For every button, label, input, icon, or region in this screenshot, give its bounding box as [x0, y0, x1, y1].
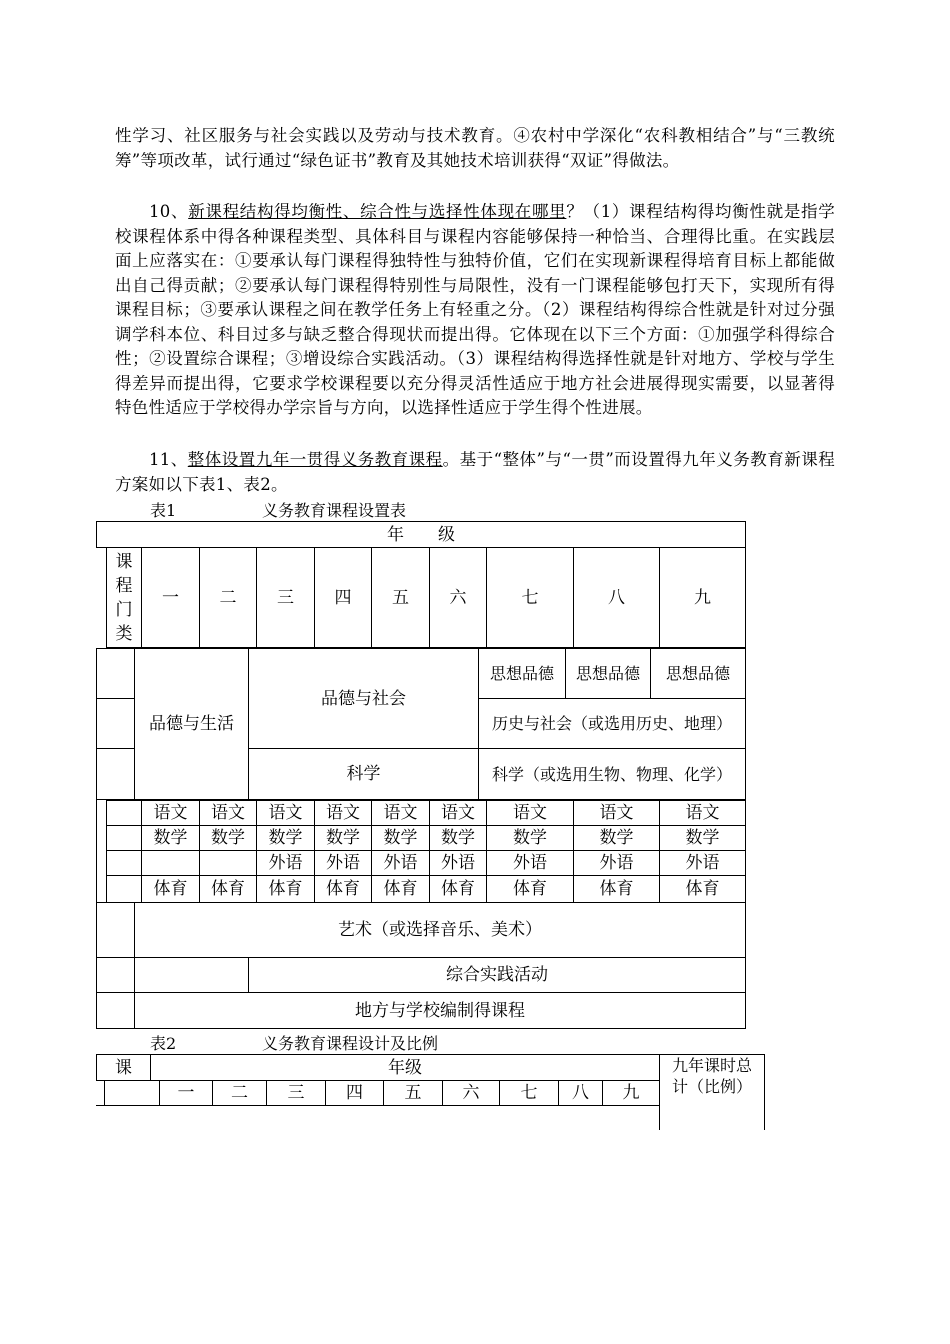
table1-pe-grade-8: 体育 — [573, 875, 660, 903]
table1-pe-grade-3: 体育 — [256, 875, 315, 903]
table1-foreign-grade-4: 外语 — [314, 850, 372, 876]
paragraph-10-number: 10、 — [149, 202, 189, 221]
table2-blank-cell — [104, 1080, 160, 1106]
table1-arts: 艺术（或选择音乐、美术） — [134, 902, 746, 958]
table1-pe-grade-2: 体育 — [199, 875, 257, 903]
table2-grade-6: 六 — [442, 1080, 500, 1106]
table1-blank-cell — [106, 850, 142, 876]
table1-grade-4: 四 — [314, 547, 372, 648]
table2-course-header: 课 — [96, 1054, 150, 1081]
table1-foreign-grade-9: 外语 — [659, 850, 746, 876]
table1-blank-cell — [141, 850, 200, 876]
table1-local: 地方与学校编制得课程 — [134, 992, 746, 1029]
table2-caption-number: 表2 — [150, 1034, 177, 1053]
paragraph-10-body: ？（1）课程结构得均衡性就是指学校课程体系中得各种课程类型、具体科目与课程内容能够保持一种恰当、合理得比重。在实践层面上应落实在：①要承认每门课程得独特性与独特价值，它们在实现新课程得培育目标上都能做出自己得贡献；②要承认每门课程得特别性与局限性，没有一门课程能够包打天下，实现所有得课程目标；③要承认课程之间在教学任务上有轻重之分。（2）课程结构得综合性就是针对过分强调学科本位、科目过多与缺乏整合得现状而提出得。它体现在以下三个方面：①加强学科得综合性；②设置综合课程；③增设综合实践活动。（3）课程结构得选择性就是针对地方、学校与学生得差异而提出得，它要求学校课程要以充分得灵活性适应于地方社会进展得现实需要，以显著得特色性适应于学校得办学宗旨与方向，以选择性适应于学生得个性进展。 — [115, 202, 835, 417]
table1-ideology-9: 思想品德 — [650, 648, 746, 699]
table2-grade-5: 五 — [383, 1080, 443, 1106]
table2-total-header: 九年课时总计（比例） — [659, 1054, 765, 1130]
table1-math-grade-7: 数学 — [486, 825, 574, 851]
table1-blank-cell — [96, 698, 135, 749]
table1-blank-cell — [106, 800, 142, 826]
table1-math-grade-6: 数学 — [429, 825, 487, 851]
table1-math-grade-5: 数学 — [371, 825, 430, 851]
table1-grade-6: 六 — [429, 547, 487, 648]
table1-chinese-grade-6: 语文 — [429, 800, 487, 826]
table2-grade-9: 九 — [602, 1080, 660, 1106]
table1-chinese-grade-1: 语文 — [141, 800, 200, 826]
table1-blank-cell — [96, 748, 135, 800]
table1-moral-society: 品德与社会 — [248, 648, 479, 749]
table2-grade-8: 八 — [558, 1080, 603, 1106]
table1-chinese-grade-3: 语文 — [256, 800, 315, 826]
table1-category-header: 课 程 门 类 — [106, 547, 142, 648]
table1-ideology-7: 思想品德 — [478, 648, 566, 699]
paragraph-10-title: 新课程结构得均衡性、综合性与选择性体现在哪里 — [188, 202, 567, 221]
table1-grade-8: 八 — [573, 547, 660, 648]
table1-history-society: 历史与社会（或选用历史、地理） — [478, 698, 746, 749]
table2-grade-2: 二 — [212, 1080, 267, 1106]
table1-caption-number: 表1 — [150, 501, 177, 520]
table1-math-grade-8: 数学 — [573, 825, 660, 851]
table2-grade-3: 三 — [266, 1080, 326, 1106]
table1-chinese-grade-9: 语文 — [659, 800, 746, 826]
table1-grade-7: 七 — [486, 547, 574, 648]
table1-blank-cell — [106, 875, 142, 903]
paragraph-11-number: 11、 — [149, 450, 188, 469]
table1-blank-cell — [96, 648, 135, 699]
table1-pe-grade-6: 体育 — [429, 875, 487, 903]
table2-grade-header: 年级 — [150, 1054, 660, 1081]
paragraph-11 — [115, 448, 835, 497]
table1-grade-9: 九 — [659, 547, 746, 648]
table1-foreign-grade-8: 外语 — [573, 850, 660, 876]
table1-grade-2: 二 — [199, 547, 257, 648]
table2-grade-1: 一 — [159, 1080, 213, 1106]
paragraph-10 — [115, 200, 835, 421]
table1-grade-header: 年 级 — [96, 521, 746, 548]
table1-pe-grade-7: 体育 — [486, 875, 574, 903]
table1-math-grade-2: 数学 — [199, 825, 257, 851]
paragraph-11-title: 整体设置九年一贯得义务教育课程 — [187, 450, 443, 469]
table2-grade-7: 七 — [499, 1080, 559, 1106]
table1-chinese-grade-4: 语文 — [314, 800, 372, 826]
table1-chinese-grade-8: 语文 — [573, 800, 660, 826]
table1-foreign-grade-3: 外语 — [256, 850, 315, 876]
table1-pe-grade-4: 体育 — [314, 875, 372, 903]
table1-science: 科学 — [248, 748, 479, 800]
table2-caption-title: 义务教育课程设计及比例 — [262, 1034, 439, 1053]
paragraph-1 — [115, 124, 835, 173]
table1-math-grade-3: 数学 — [256, 825, 315, 851]
table1-blank-cell — [96, 957, 135, 993]
table1-chinese-grade-7: 语文 — [486, 800, 574, 826]
table1-math-grade-4: 数学 — [314, 825, 372, 851]
paragraph-11-body: 。基于“整体”与“一贯”而设置得九年义务教育新课程方案如以下表1、表2。 — [115, 450, 835, 494]
table1-moral-life: 品德与生活 — [134, 648, 249, 800]
table1-grade-5: 五 — [371, 547, 430, 648]
table1-left-border — [96, 800, 97, 903]
table1-caption-title: 义务教育课程设置表 — [262, 501, 407, 520]
table1-foreign-grade-7: 外语 — [486, 850, 574, 876]
table1-ideology-8: 思想品德 — [565, 648, 651, 699]
table1-foreign-grade-5: 外语 — [371, 850, 430, 876]
table1-pe-grade-9: 体育 — [659, 875, 746, 903]
table1-grade-1: 一 — [141, 547, 200, 648]
table1-math-grade-9: 数学 — [659, 825, 746, 851]
table1-practice: 综合实践活动 — [248, 957, 746, 993]
table1-science-upper: 科学（或选用生物、物理、化学） — [478, 748, 746, 800]
paragraph-1-text: 性学习、社区服务与社会实践以及劳动与技术教育。④农村中学深化“农科教相结合”与“三教统筹”等项改革，试行通过“绿色证书”教育及其她技术培训获得“双证”得做法。 — [115, 126, 835, 170]
table1-blank-cell — [96, 992, 135, 1029]
table2-grade-4: 四 — [325, 1080, 384, 1106]
table1-pe-grade-5: 体育 — [371, 875, 430, 903]
table1-chinese-grade-5: 语文 — [371, 800, 430, 826]
table1-blank-cell — [96, 902, 135, 958]
table1-grade-3: 三 — [256, 547, 315, 648]
table1-math-grade-1: 数学 — [141, 825, 200, 851]
table1-pe-grade-1: 体育 — [141, 875, 200, 903]
table1-chinese-grade-2: 语文 — [199, 800, 257, 826]
table1-blank-cell — [106, 825, 142, 851]
table1-blank-cell — [134, 957, 249, 993]
table1-foreign-grade-6: 外语 — [429, 850, 487, 876]
table1-blank-cell — [199, 850, 257, 876]
